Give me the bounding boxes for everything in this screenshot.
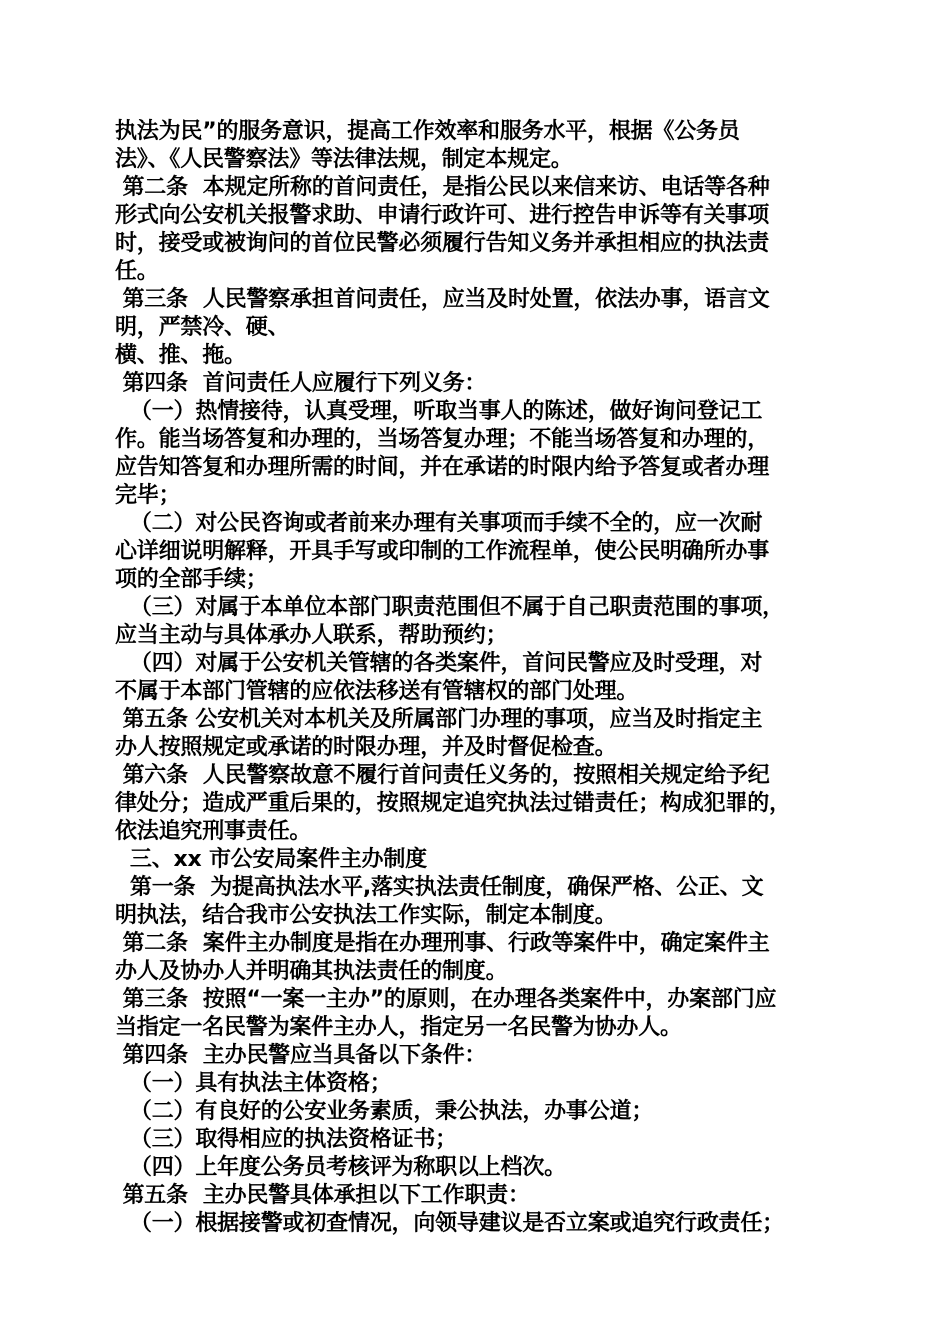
text-line: （四）上年度公务员考核评为称职以上档次。 [115,1155,566,1180]
text-line: 第四条 主办民警应当具备以下条件： [115,1043,487,1068]
text-line: 明执法，结合我市公安执法工作实际，制定本制度。 [115,903,617,928]
text-line: （三）取得相应的执法资格证书； [115,1127,457,1152]
text-line: 执法为民”的服务意识，提高工作效率和服务水平，根据《公务员 [115,119,740,144]
text-line: 第五条 主办民警具体承担以下工作职责： [115,1183,530,1208]
text-line: 明，严禁冷、硬、 [115,315,290,340]
section-heading: 三、xx 市公安局案件主办制度 [115,847,427,872]
text-line: （二）对公民咨询或者前来办理有关事项而手续不全的，应一次耐 [115,511,763,536]
text-line: 不属于本部门管辖的应依法移送有管辖权的部门处理。 [115,679,639,704]
text-line: 项的全部手续； [115,567,268,592]
text-line: 任。 [115,259,159,284]
text-line: 第四条 首问责任人应履行下列义务： [115,371,487,396]
document-body [115,118,855,1238]
text-line: 办人按照规定或承诺的时限办理，并及时督促检查。 [115,735,617,760]
text-line: 办人及协办人并明确其执法责任的制度。 [115,959,508,984]
text-line: （一）热情接待，认真受理，听取当事人的陈述，做好询问登记工 [115,399,763,424]
text-line: 法》、《人民警察法》等法律法规，制定本规定。 [115,147,573,172]
text-line: 第二条 案件主办制度是指在办理刑事、行政等案件中，确定案件主 [115,931,770,956]
text-line: 第一条 为提高执法水平,落实执法责任制度，确保严格、公正、文 [115,875,764,900]
text-line: 心详细说明解释，开具手写或印制的工作流程单，使公民明确所办事 [115,539,770,564]
text-line: 律处分；造成严重后果的，按照规定追究执法过错责任；构成犯罪的， [115,791,791,816]
text-line: 应告知答复和办理所需的时间，并在承诺的时限内给予答复或者办理 [115,455,770,480]
text-line: 第二条 本规定所称的首问责任，是指公民以来信来访、电话等各种 [115,175,770,200]
text-line: （三）对属于本单位本部门职责范围但不属于自己职责范围的事项， [115,595,784,620]
text-line: （一）根据接警或初查情况，向领导建议是否立案或追究行政责任； [115,1211,784,1236]
text-line: 时，接受或被询问的首位民警必须履行告知义务并承担相应的执法责 [115,231,770,256]
text-line: 第六条 人民警察故意不履行首问责任义务的，按照相关规定给予纪 [115,763,770,788]
text-line: 横、推、拖。 [115,343,246,368]
text-line: 形式向公安机关报警求助、申请行政许可、进行控告申诉等有关事项 [115,203,770,228]
text-line: 作。能当场答复和办理的，当场答复办理；不能当场答复和办理的， [115,427,770,452]
text-line: （二）有良好的公安业务素质，秉公执法，办事公道； [115,1099,654,1124]
text-line: 依法追究刑事责任。 [115,819,312,844]
text-line: 完毕； [115,483,181,508]
text-line: （一）具有执法主体资格； [115,1071,392,1096]
text-line: 第三条 人民警察承担首问责任，应当及时处置，依法办事，语言文 [115,287,770,312]
text-line: 应当主动与具体承办人联系，帮助预约； [115,623,508,648]
text-line: 第五条 公安机关对本机关及所属部门办理的事项，应当及时指定主 [115,707,763,732]
text-line: 第三条 按照“一案一主办”的原则，在办理各类案件中，办案部门应 [115,987,777,1012]
text-line: 当指定一名民警为案件主办人，指定另一名民警为协办人。 [115,1015,682,1040]
text-line: （四）对属于公安机关管辖的各类案件，首问民警应及时受理，对 [115,651,763,676]
